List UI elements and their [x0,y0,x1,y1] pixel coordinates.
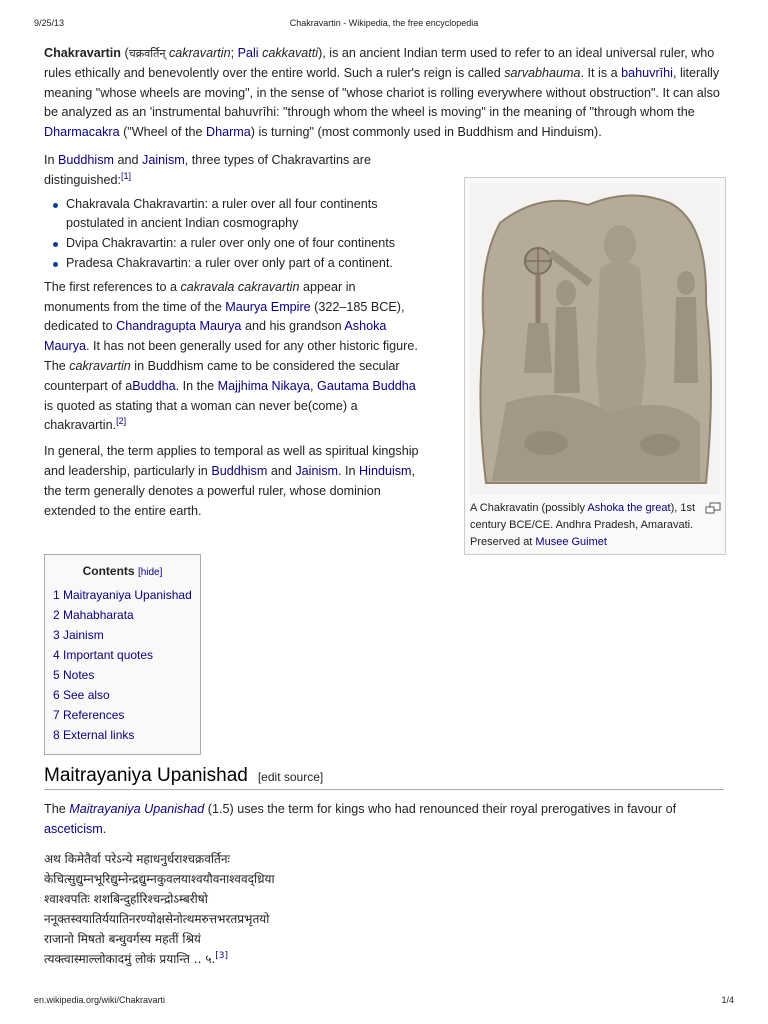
verse-line: श्वाश्वपतिः शशबिन्दुर्हारिश्चन्द्रोऽम्बरीषो [44,891,208,906]
toc-list [53,585,192,745]
toc-item[interactable]: 2 Mahabharata [53,608,134,622]
citation-1[interactable]: [1] [121,170,132,181]
types-paragraph: In Buddhism and Jainism, three types of Chakravartins are distinguished:[1] [44,152,371,187]
citation-2[interactable]: [2] [116,416,127,427]
section-heading: Maitrayaniya Upanishad [edit source] [44,763,724,790]
link-dharma[interactable]: Dharma [205,125,251,140]
verse-line: केचित्सुद्युम्नभूरिद्युम्नेन्द्रद्युम्नकुवलयाश्वयौवनाश्ववद्ध्रिया [44,871,275,886]
verse-line-last: त्यक्त्वास्माल्लोकादमुं लोकं प्रयान्ति .. ५.[3] [44,950,229,966]
link-chandragupta[interactable]: Chandragupta Maurya [116,319,242,334]
toc-item[interactable]: 1 Maitrayaniya Upanishad [53,588,192,602]
figure-caption: A Chakravatin (possibly Ashoka the great), 1st century BCE/CE. Andhra Pradesh, Amaravati. Preserved at Musee Guimet [470,502,696,548]
print-title: Chakravartin - Wikipedia, the free encyclopedia [289,18,479,28]
toc-item[interactable]: 4 Important quotes [53,648,154,662]
link-jainism[interactable]: Jainism [142,152,185,167]
link-buddhism-2[interactable]: Buddhism [211,463,268,478]
print-date: 9/25/13 [34,18,65,28]
section-body [44,800,730,969]
link-majjhima-nikaya[interactable]: Majjhima Nikaya [217,378,311,393]
intro-paragraph: Chakravartin (चक्रवर्तिन् cakravartin; Pali cakkavatti), is an ancient Indian term used to refer to an ideal universal ruler, who rules ethically and benevolently over the entire world. Such a ruler's reign is called sarvabhauma. It is a bahuvrīhi, literally meaning "whose wheels are moving", in the sense of "whose chariot is rolling everywhere without obstruction". It can also be analyzed as an 'instrumental bahuvrīhi: "through whom the wheel is moving" in the meaning of "through whom the Dharmacakra ("Wheel of the Dharma) is turning" (most commonly used in Buddhism and Hinduism). [44,46,720,140]
citation-3[interactable]: [3] [215,950,229,961]
edit-source-link[interactable]: [edit source] [257,770,324,784]
term-bold: Chakravartin [44,46,121,60]
link-gautama-buddha[interactable]: Gautama Buddha [317,378,416,393]
toc-item[interactable]: 3 Jainism [53,628,104,642]
link-buddhism[interactable]: Buddhism [58,152,115,167]
figure-thumbnail [464,177,726,555]
chakravartin-relief-image[interactable] [470,183,720,495]
link-maurya-empire[interactable]: Maurya Empire [225,299,311,314]
sanskrit-verse [44,849,730,969]
print-url: en.wikipedia.org/wiki/Chakravarti [34,995,166,1005]
toc-hide-toggle[interactable]: [hide] [137,567,163,578]
link-bahuvrihi[interactable]: bahuvrīhi [621,65,673,80]
enlarge-icon[interactable] [705,502,721,514]
toc-item[interactable]: 6 See also [53,688,110,702]
link-musee-guimet[interactable]: Musee Guimet [535,535,607,548]
verse-line: ननूक्तस्वयातिर्ययातिनरण्योक्षसेनोत्थमरुत्तभरतप्रभृतयो [44,911,270,926]
sanskrit-term: चक्रवर्तिन् [128,47,166,60]
link-pali[interactable]: Pali [237,46,259,60]
link-maitrayaniya-upanishad[interactable]: Maitrayaniya Upanishad [69,802,205,816]
toc-item[interactable]: 8 External links [53,728,135,742]
list-item: Pradesa Chakravartin: a ruler over only part of a continent. [66,254,424,274]
references-paragraph: The first references to a cakravala cakravartin appear in monuments from the time of the Maurya Empire (322–185 BCE), dedicated to Chandragupta Maurya and his grandson Ashoka Maurya. It has not been generally used for any other historic figure. [44,279,418,354]
toc-item[interactable]: 7 References [53,708,125,722]
link-buddha[interactable]: Buddha [132,378,176,393]
toc-item[interactable]: 5 Notes [53,668,95,682]
link-hinduism[interactable]: Hinduism [359,463,412,478]
upanishad-paragraph: The Maitrayaniya Upanishad (1.5) uses the term for kings who had renounced their royal prerogatives in favour of asceticism. [44,802,677,836]
types-list [44,195,424,274]
buddhism-paragraph: The cakravartin in Buddhism came to be considered the secular counterpart of aBuddha. In the Majjhima Nikaya, Gautama Buddha is quoted as stating that a woman can never be(come) a chakravartin.[2] [44,358,416,433]
list-item: Dvipa Chakravartin: a ruler over only one of four continents [66,234,424,254]
print-footer [34,995,734,1009]
verse-line: अथ किमेतैर्वा परेऽन्ये महाधनुर्धराश्चक्रवर्तिनः [44,851,230,866]
print-page-number: 1/4 [721,995,734,1005]
table-of-contents [44,554,201,755]
link-jainism-2[interactable]: Jainism [295,463,339,478]
link-asceticism[interactable]: asceticism [44,821,103,836]
link-ashoka-maurya[interactable]: Ashoka Maurya [44,319,387,354]
general-paragraph: In general, the term applies to temporal as well as spiritual kingship and leadership, particularly in Buddhism and Jainism. In Hinduism, the term generally denotes a powerful ruler, whose dominion extended to the entire earth. [44,444,419,518]
print-header [34,18,734,32]
list-item: Chakravala Chakravartin: a ruler over all four continents postulated in ancient Indian cosmography [66,195,424,235]
link-dharmacakra[interactable]: Dharmacakra [44,125,120,140]
link-ashoka-the-great[interactable]: Ashoka the great [587,502,671,514]
toc-title: Contents [hide] [82,564,163,578]
verse-line: राजानो मिषतो बन्धुवर्गस्य महतीं श्रियं [44,931,201,946]
